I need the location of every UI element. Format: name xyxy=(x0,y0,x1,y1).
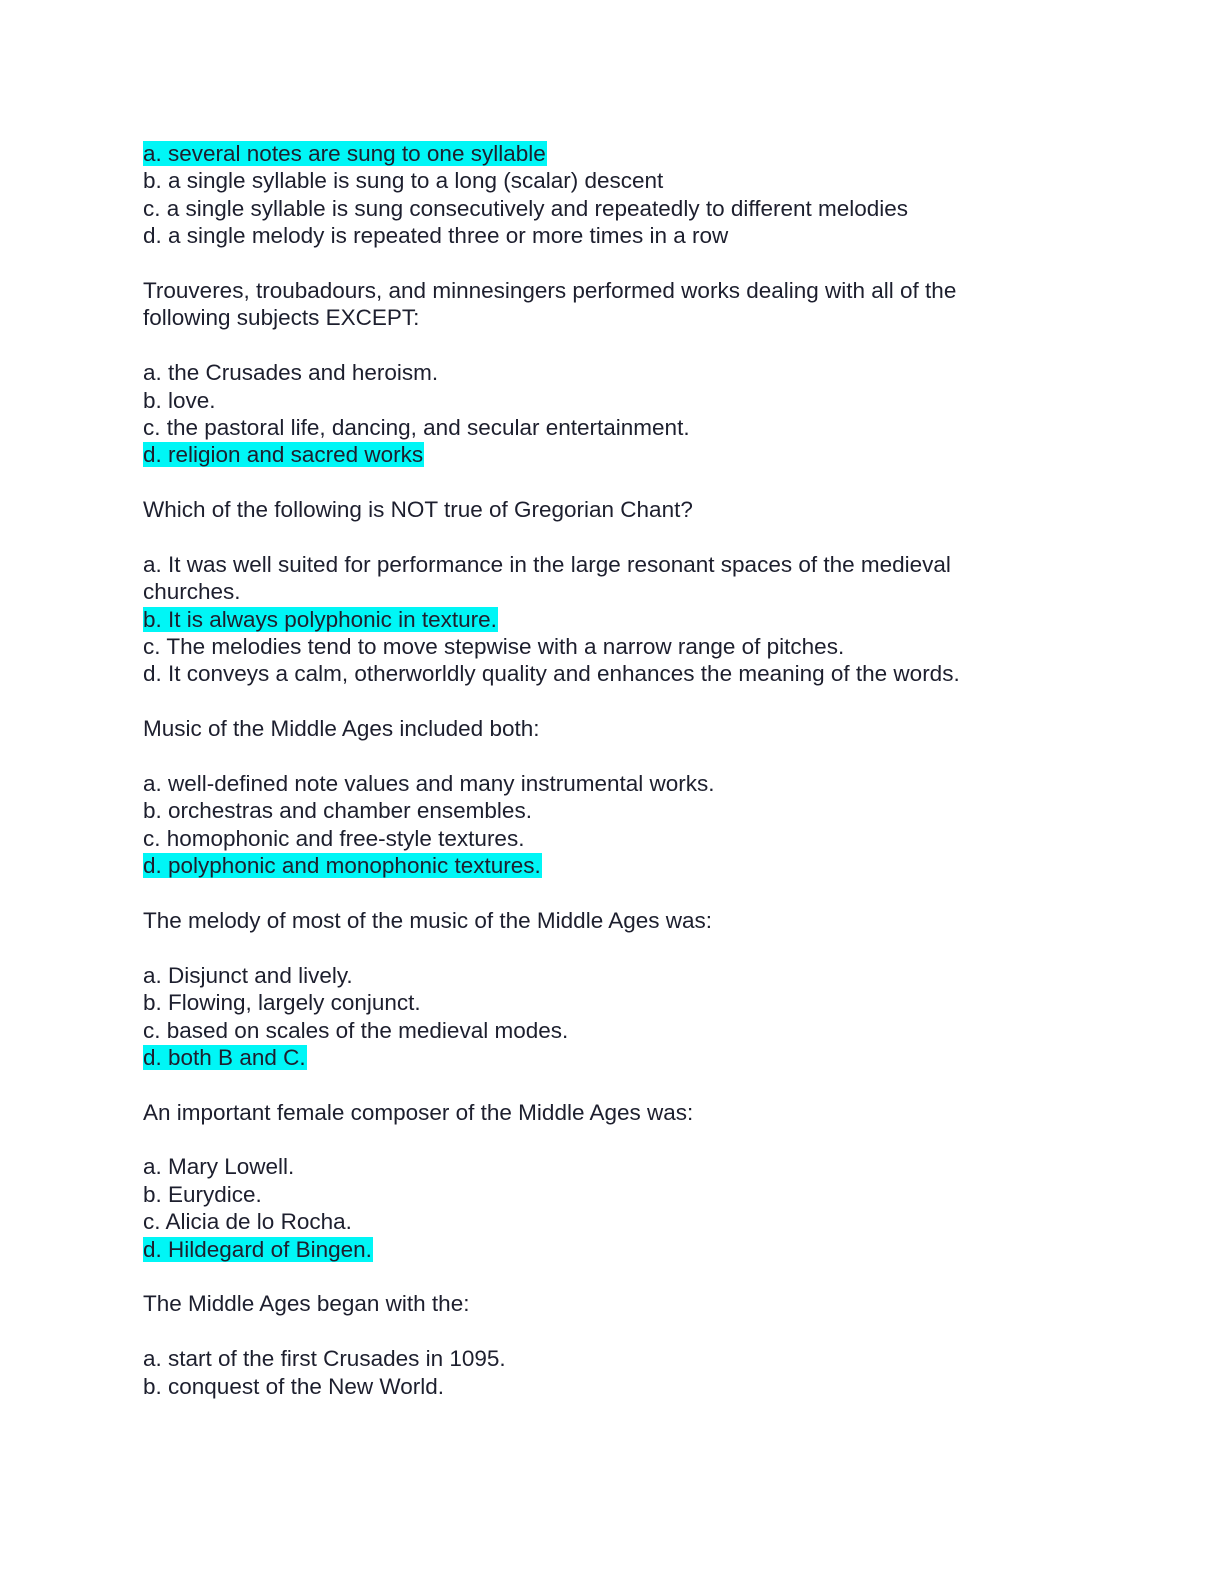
highlighted-text: d. Hildegard of Bingen. xyxy=(143,1236,372,1262)
line-text: a. the Crusades and heroism. xyxy=(143,360,439,386)
text-line xyxy=(143,1181,1043,1208)
highlighted-answer-line xyxy=(143,852,1043,879)
line-text: An important female composer of the Middle Ages was: xyxy=(143,1099,694,1125)
text-line xyxy=(143,578,1043,605)
line-text: a. Mary Lowell. xyxy=(143,1154,295,1180)
blank-line xyxy=(143,1126,1043,1153)
text-line xyxy=(143,1290,1043,1317)
line-text: b. Flowing, largely conjunct. xyxy=(143,990,421,1016)
text-line xyxy=(143,1099,1043,1126)
line-text: d. a single melody is repeated three or more times in a row xyxy=(143,223,729,249)
blank-line xyxy=(143,1071,1043,1098)
text-line xyxy=(143,989,1043,1016)
line-text: The Middle Ages began with the: xyxy=(143,1291,470,1317)
text-line xyxy=(143,1208,1043,1235)
line-text: The melody of most of the music of the Middle Ages was: xyxy=(143,907,713,933)
line-text: b. orchestras and chamber ensembles. xyxy=(143,798,532,824)
text-line xyxy=(143,1017,1043,1044)
text-line xyxy=(143,222,1043,249)
line-text: a. It was well suited for performance in the large resonant spaces of the medieval xyxy=(143,551,951,577)
text-line xyxy=(143,660,1043,687)
text-line xyxy=(143,633,1043,660)
text-line xyxy=(143,797,1043,824)
text-line xyxy=(143,359,1043,386)
highlighted-text: d. both B and C. xyxy=(143,1044,306,1070)
text-line xyxy=(143,414,1043,441)
highlighted-text: d. polyphonic and monophonic textures. xyxy=(143,853,541,879)
text-line xyxy=(143,195,1043,222)
line-text: c. based on scales of the medieval modes. xyxy=(143,1017,569,1043)
line-text: churches. xyxy=(143,579,241,605)
blank-line xyxy=(143,880,1043,907)
line-text: a. start of the first Crusades in 1095. xyxy=(143,1346,506,1372)
highlighted-answer-line xyxy=(143,1236,1043,1263)
blank-line xyxy=(143,934,1043,961)
text-line xyxy=(143,167,1043,194)
highlighted-text: a. several notes are sung to one syllable xyxy=(143,141,546,166)
highlighted-text: b. It is always polyphonic in texture. xyxy=(143,606,497,632)
text-line xyxy=(143,770,1043,797)
text-line xyxy=(143,304,1043,331)
text-line xyxy=(143,387,1043,414)
line-text: Trouveres, troubadours, and minnesingers performed works dealing with all of the xyxy=(143,277,957,303)
line-text: b. love. xyxy=(143,387,216,413)
highlighted-answer-line xyxy=(143,1044,1043,1071)
text-line xyxy=(143,715,1043,742)
highlighted-text: d. religion and sacred works xyxy=(143,442,424,468)
text-line xyxy=(143,496,1043,523)
highlighted-answer-line xyxy=(143,441,1043,468)
blank-line xyxy=(143,523,1043,550)
blank-line xyxy=(143,688,1043,715)
text-line xyxy=(143,907,1043,934)
line-text: c. a single syllable is sung consecutively and repeatedly to different melodies xyxy=(143,195,909,221)
line-text: a. well-defined note values and many instrumental works. xyxy=(143,770,715,796)
blank-line xyxy=(143,743,1043,770)
blank-line xyxy=(143,469,1043,496)
blank-line xyxy=(143,1263,1043,1290)
text-line xyxy=(143,277,1043,304)
line-text: b. Eurydice. xyxy=(143,1181,262,1207)
text-line xyxy=(143,1345,1043,1372)
text-line xyxy=(143,551,1043,578)
line-text: b. conquest of the New World. xyxy=(143,1373,444,1399)
blank-line xyxy=(143,250,1043,277)
text-line xyxy=(143,962,1043,989)
line-text: following subjects EXCEPT: xyxy=(143,305,420,331)
blank-line xyxy=(143,332,1043,359)
line-text: c. the pastoral life, dancing, and secular entertainment. xyxy=(143,414,690,440)
blank-line xyxy=(143,1318,1043,1345)
text-line xyxy=(143,1373,1043,1400)
text-line xyxy=(143,1153,1043,1180)
line-text: Which of the following is NOT true of Gregorian Chant? xyxy=(143,497,693,523)
line-text: c. homophonic and free-style textures. xyxy=(143,825,525,851)
line-text: Music of the Middle Ages included both: xyxy=(143,716,540,742)
line-text: d. It conveys a calm, otherworldly quality and enhances the meaning of the words. xyxy=(143,661,960,687)
highlighted-answer-line xyxy=(143,606,1043,633)
highlighted-answer-line xyxy=(143,140,1043,167)
line-text: a. Disjunct and lively. xyxy=(143,962,353,988)
quiz-text-body xyxy=(143,140,1043,1400)
text-line xyxy=(143,825,1043,852)
line-text: c. Alicia de lo Rocha. xyxy=(143,1209,352,1235)
line-text: c. The melodies tend to move stepwise with a narrow range of pitches. xyxy=(143,634,845,660)
line-text: b. a single syllable is sung to a long (scalar) descent xyxy=(143,168,664,194)
